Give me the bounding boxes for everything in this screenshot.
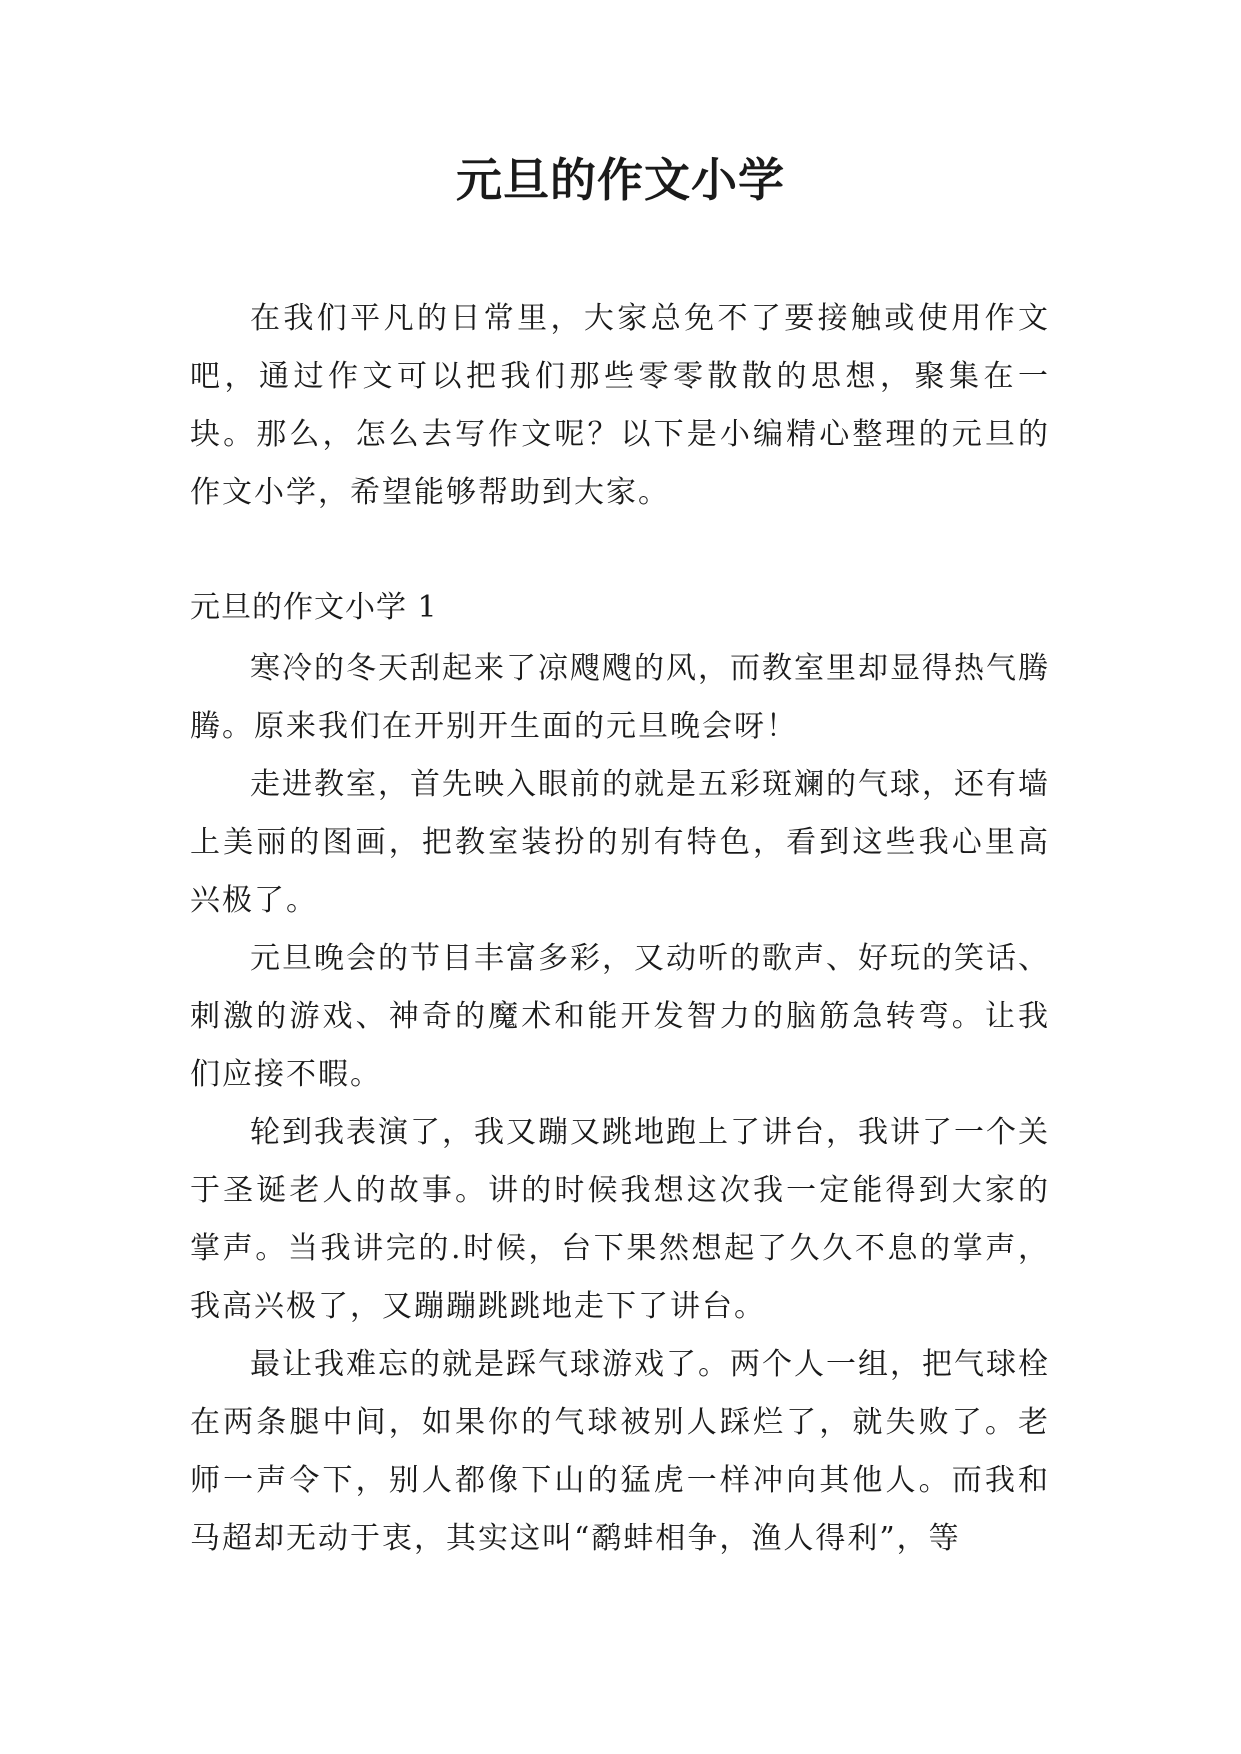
- body-paragraph: 走进教室，首先映入眼前的就是五彩斑斓的气球，还有墙上美丽的图画，把教室装扮的别有特色，看到这些我心里高兴极了。: [190, 767, 1050, 918]
- body-paragraph: 寒冷的冬天刮起来了凉飕飕的风，而教室里却显得热气腾腾。原来我们在开别开生面的元旦晚会呀！: [190, 651, 1050, 744]
- body-paragraph: 轮到我表演了，我又蹦又跳地跑上了讲台，我讲了一个关于圣诞老人的故事。讲的时候我想这次我一定能得到大家的掌声。当我讲完的.时候，台下果然想起了久久不息的掌声，我高兴极了，又蹦蹦跳跳地走下了讲台。: [190, 1115, 1050, 1324]
- intro-paragraph: 在我们平凡的日常里，大家总免不了要接触或使用作文吧，通过作文可以把我们那些零零散散的思想，聚集在一块。那么，怎么去写作文呢？以下是小编精心整理的元旦的作文小学，希望能够帮助到大家。: [190, 301, 1050, 510]
- body-paragraph: 最让我难忘的就是踩气球游戏了。两个人一组，把气球栓在两条腿中间，如果你的气球被别人踩烂了，就失败了。老师一声令下，别人都像下山的猛虎一样冲向其他人。而我和马超却无动于衷，其实这叫“鹬蚌相争，渔人得利”，等: [190, 1347, 1050, 1556]
- document-title: 元旦的作文小学: [456, 153, 785, 207]
- section-heading: 元旦的作文小学 1: [190, 590, 438, 625]
- body-paragraph: 元旦晚会的节目丰富多彩，又动听的歌声、好玩的笑话、刺激的游戏、神奇的魔术和能开发智力的脑筋急转弯。让我们应接不暇。: [190, 941, 1050, 1092]
